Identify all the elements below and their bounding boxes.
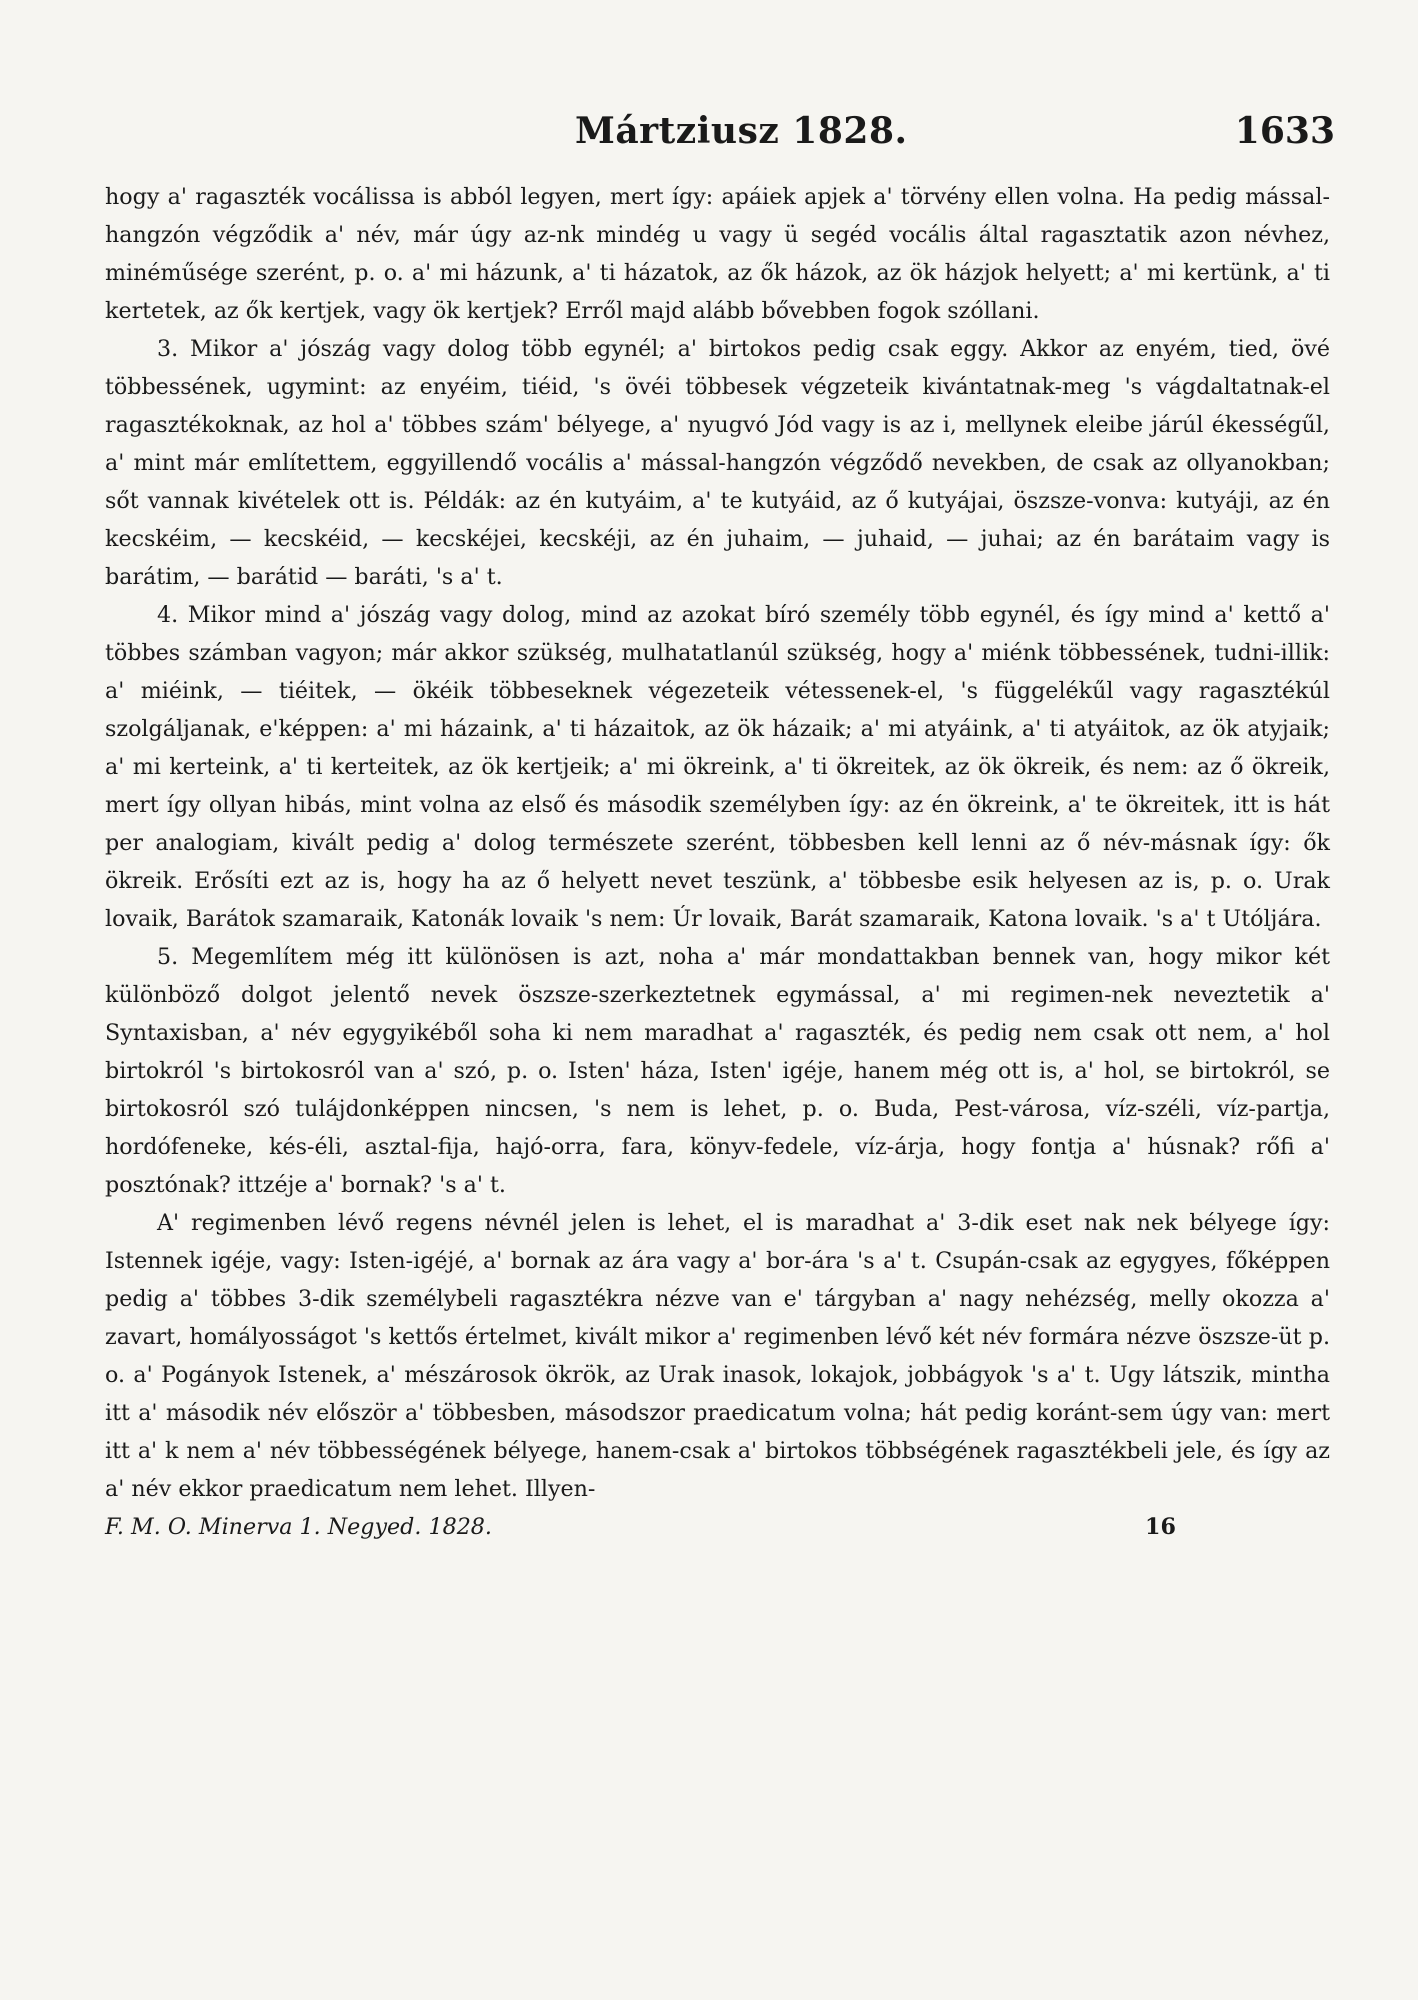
page-footer [105,1508,1330,1546]
body-text [105,178,1330,1508]
sheet-number: 16 [1145,1514,1176,1540]
paragraph-2: 3. Mikor a' jószág vagy dolog több egynél; a' birtokos pedig csak eggy. Akkor az enyém, tied, övé többessének, ugymint: az enyéim, tiéid, 's övéi többesek végzeteik kivántatnak-meg 's vágdaltatnak-el ragasztékoknak, az hol a' többes szám' bélyege, a' nyugvó Jód vagy is az i, mellynek eleibe járúl ékességűl, a' mint már említettem, eggyillendő vocális a' mással-hangzón végződő nevekben, de csak az ollyanokban; sőt vannak kivételek ott is. Példák: az én kutyáim, a' te kutyáid, az ő kutyájai, öszsze-vonva: kutyáji, az én kecskéim, — kecskéid, — kecskéjei, kecskéji, az én juhaim, — juhaid, — juhai; az én barátaim vagy is barátim, — barátid — baráti, 's a' t. [105,336,1330,590]
document-page [105,110,1335,1546]
page-number: 1633 [1234,110,1335,152]
running-title: Mártziusz 1828. [575,110,908,152]
paragraph-3: 4. Mikor mind a' jószág vagy dolog, mind az azokat bíró személy több egynél, és így mind a' kettő a' többes számban vagyon; már akkor szükség, mulhatatlanúl szükség, hogy a' miénk többessének, tudni-illik: a' miéink, — tiéitek, — ökéik többeseknek végezeteik vétessenek-el, 's függelékűl vagy ragasztékúl szolgáljanak, e'képpen: a' mi házaink, a' ti házaitok, az ök házaik; a' mi atyáink, a' ti atyáitok, az ök atyjaik; a' mi kerteink, a' ti kerteitek, az ök kertjeik; a' mi ökreink, a' ti ökreitek, az ök ökreik, és nem: az ő ökreik, mert így ollyan hibás, mint volna az első és második személyben így: az én ökreink, a' te ökreitek, itt is hát per analogiam, kivált pedig a' dolog természete szerént, többesben kell lenni az ő név-másnak így: ők ökreik. Erősíti ezt az is, hogy ha az ő helyett nevet teszünk, a' többesbe esik helyesen az is, p. o. Urak lovaik, Barátok szamaraik, Katonák lovaik 's nem: Úr lovaik, Barát szamaraik, Katona lovaik. 's a' t Utóljára. [105,602,1330,932]
page-header [105,110,1335,158]
signature-line: F. M. O. Minerva 1. Negyed. 1828. [105,1514,492,1540]
paragraph-5: A' regimenben lévő regens névnél jelen is lehet, el is maradhat a' 3-dik eset nak nek bélyege így: Istennek igéje, vagy: Isten-igéjé, a' bornak az ára vagy a' bor-ára 's a' t. Csupán-csak az egygyes, főképpen pedig a' többes 3-dik személybeli ragasztékra nézve van e' tárgyban a' nagy nehézség, melly okozza a' zavart, homályosságot 's kettős értelmet, kivált mikor a' regimenben lévő két név formára nézve öszsze-üt p. o. a' Pogányok Istenek, a' mészárosok ökrök, az Urak inasok, lokajok, jobbágyok 's a' t. Ugy látszik, mintha itt a' második név először a' többesben, másodszor praedicatum volna; hát pedig koránt-sem úgy van: mert itt a' k nem a' név többességének bélyege, hanem-csak a' birtokos többségének ragasztékbeli jele, és így az a' név ekkor praedicatum nem lehet. Illyen- [105,1210,1330,1502]
paragraph-1: hogy a' ragaszték vocálissa is abból legyen, mert így: apáiek apjek a' törvény ellen volna. Ha pedig mással-hangzón végződik a' név, már úgy az-nk mindég u vagy ü segéd vocális által ragasztatik azon névhez, minéműsége szerént, p. o. a' mi házunk, a' ti házatok, az ők házok, az ök házjok helyett; a' mi kertünk, a' ti kertetek, az ők kertjek, vagy ök kertjek? Erről majd alább bővebben fogok szóllani. [105,184,1330,324]
paragraph-4: 5. Megemlítem még itt különösen is azt, noha a' már mondattakban bennek van, hogy mikor két különböző dolgot jelentő nevek öszsze-szerkeztetnek egymással, a' mi regimen-nek neveztetik a' Syntaxisban, a' név egygyikéből soha ki nem maradhat a' ragaszték, és pedig nem csak ott nem, a' hol birtokról 's birtokosról van a' szó, p. o. Isten' háza, Isten' igéje, hanem még ott is, a' hol, se birtokról, se birtokosról szó tulájdonképpen nincsen, 's nem is lehet, p. o. Buda, Pest-városa, víz-széli, víz-partja, hordófeneke, kés-éli, asztal-fija, hajó-orra, fara, könyv-fedele, víz-árja, hogy fontja a' húsnak? rőfi a' posztónak? ittzéje a' bornak? 's a' t. [105,944,1330,1198]
